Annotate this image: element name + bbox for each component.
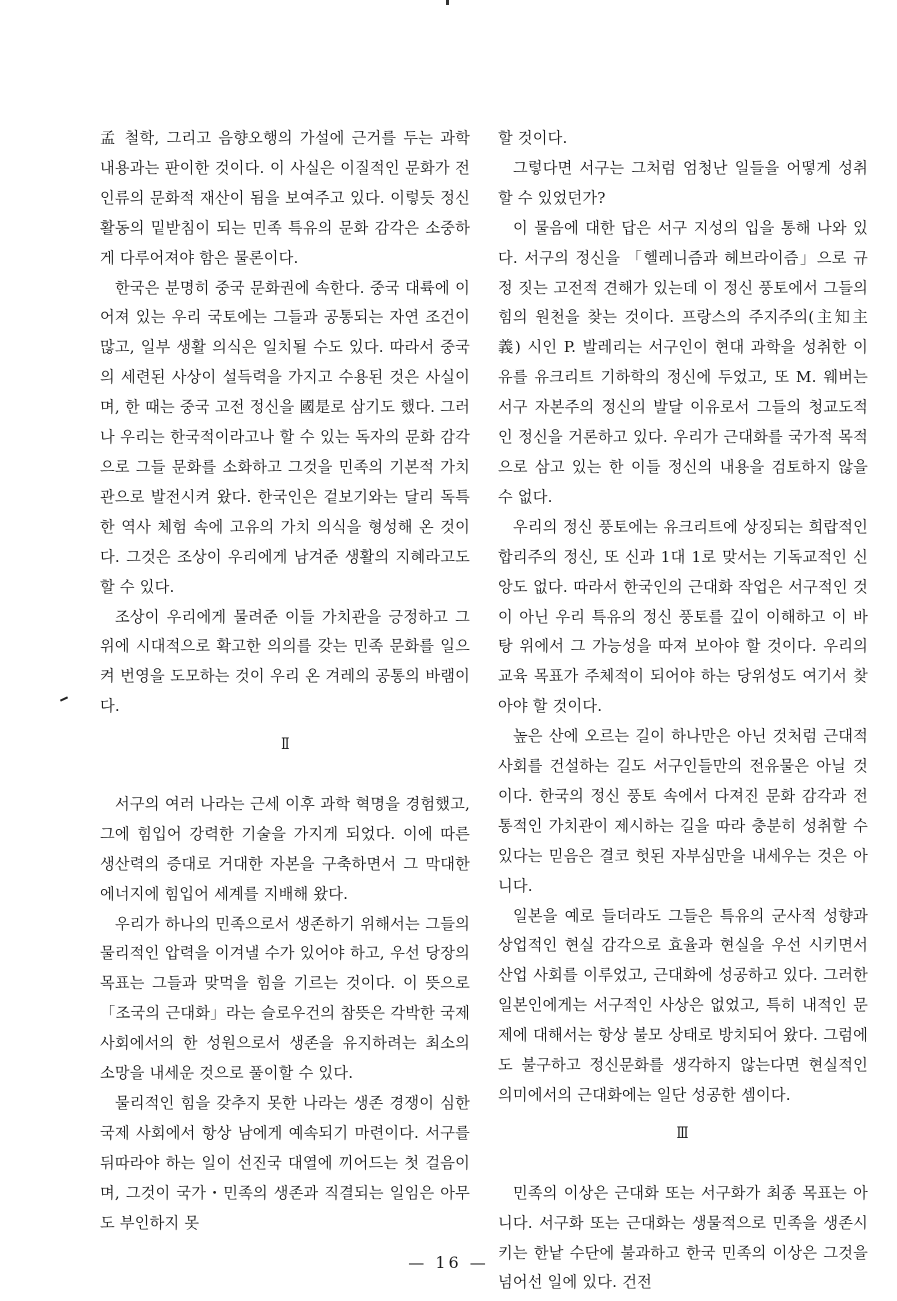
paragraph: 그렇다면 서구는 그처럼 엄청난 일들을 어떻게 성취할 수 있었던가?	[498, 158, 868, 207]
paragraph: 할 것이다.	[498, 129, 568, 147]
section-heading-2	[100, 722, 470, 790]
section-numeral: Ⅱ	[280, 735, 290, 754]
paragraph: 일본을 예로 들더라도 그들은 특유의 군사적 성향과 상업적인 현실 감각으로 효율과 현실을 우선 시키면서 산업 사회를 이루었고, 근대화에 성공하고 있다. 그러한 일본인에게는 서구적인 사상은 없었고, 특히 내적인 문제에 대해서는 항상 불모 상태로 방치되어 왔다. 그럼에도 불구하고 정신문화를 생각하지 않는다면 현실적인 의미에서의 근대화에는 일단 성공한 셈이다.	[498, 906, 868, 1104]
paragraph: 물리적인 힘을 갖추지 못한 나라는 생존 경쟁이 심한 국제 사회에서 항상 남에게 예속되기 마련이다. 서구를 뒤따라야 하는 일이 선진국 대열에 끼어드는 첫 걸음이며, 그것이 국가・민족의 생존과 직결되는 일임은 아무도 부인하지 못	[100, 1093, 470, 1232]
left-column	[100, 124, 470, 1239]
section-heading-3	[498, 1111, 868, 1179]
paragraph: 민족의 이상은 근대화 또는 서구화가 최종 목표는 아니다. 서구화 또는 근대화는 생물적으로 민족을 생존시키는 한낱 수단에 불과하고 한국 민족의 이상은 그것을 넘어선 일에 있다. 건전	[498, 1183, 868, 1292]
section-numeral: Ⅲ	[676, 1123, 690, 1142]
paragraph: 孟 철학, 그리고 음향오행의 가설에 근거를 두는 과학 내용과는 판이한 것이다. 이 사실은 이질적인 문화가 전 인류의 문화적 재산이 됨을 보여주고 있다. 이렇듯 정신 활동의 밑받침이 되는 민족 특유의 문화 감각은 소중하게 다루어져야 함은 물론이다.	[100, 129, 470, 267]
top-crop-mark	[446, 0, 449, 5]
paragraph: 높은 산에 오르는 길이 하나만은 아닌 것처럼 근대적 사회를 건설하는 길도 서구인들만의 전유물은 아닐 것이다. 한국의 정신 풍토 속에서 다져진 문화 감각과 전통적인 가치관이 제시하는 길을 따라 충분히 성취할 수 있다는 믿음은 결코 헛된 자부심만을 내세우는 것은 아니다.	[498, 727, 868, 895]
margin-pencil-mark	[60, 696, 68, 701]
paragraph: 우리가 하나의 민족으로서 생존하기 위해서는 그들의 물리적인 압력을 이겨낼 수가 있어야 하고, 우선 당장의 목표는 그들과 맞먹을 힘을 기르는 것이다. 이 뜻으로 「조국의 근대화」라는 슬로우건의 참뜻은 각박한 국제 사회에서의 한 성원으로서 생존을 유지하려는 최소의 소망을 내세운 것으로 풀이할 수 있다.	[100, 914, 470, 1083]
page-number: — 16 —	[408, 1253, 489, 1272]
right-column	[498, 124, 868, 1298]
paragraph: 조상이 우리에게 물려준 이들 가치관을 긍정하고 그 위에 시대적으로 확고한 의의를 갖는 민족 문화를 일으켜 번영을 도모하는 것이 우리 온 겨레의 공통의 바램이다.	[100, 607, 470, 716]
paragraph: 한국은 분명히 중국 문화권에 속한다. 중국 대륙에 이어져 있는 우리 국토에는 그들과 공통되는 자연 조건이 많고, 일부 생활 의식은 일치될 수도 있다. 따라서 중국의 세련된 사상이 설득력을 가지고 수용된 것은 사실이며, 한 때는 중국 고전 정신을 國是로 삼기도 했다. 그러나 우리는 한국적이라고나 할 수 있는 독자의 문화 감각으로 그들 문화를 소화하고 그것을 민족의 기본적 가치관으로 발전시켜 왔다. 한국인은 겉보기와는 달리 독특한 역사 체험 속에 고유의 가치 의식을 형성해 온 것이다. 그것은 조상이 우리에게 남겨준 생활의 지혜라고도 할 수 있다.	[100, 278, 470, 596]
paragraph: 우리의 정신 풍토에는 유크리트에 상징되는 희랍적인 합리주의 정신, 또 신과 1대 1로 맞서는 기독교적인 신앙도 없다. 따라서 한국인의 근대화 작업은 서구적인 것이 아닌 우리 특유의 정신 풍토를 깊이 이해하고 이 바탕 위에서 그 가능성을 따져 보아야 할 것이다. 우리의 교육 목표가 주체적이 되어야 하는 당위성도 여기서 찾아야 할 것이다.	[498, 517, 868, 716]
paragraph: 서구의 여러 나라는 근세 이후 과학 혁명을 경험했고, 그에 힘입어 강력한 기술을 가지게 되었다. 이에 따른 생산력의 증대로 거대한 자본을 구축하면서 그 막대한 에너지에 힘입어 세계를 지배해 왔다.	[100, 794, 470, 903]
paragraph: 이 물음에 대한 답은 서구 지성의 입을 통해 나와 있다. 서구의 정신을 「헬레니즘과 헤브라이즘」으로 규정 짓는 고전적 견해가 있는데 이 정신 풍토에서 그들의 힘의 원천을 찾는 것이다. 프랑스의 주지주의(主知主義) 시인 P. 발레리는 서구인이 현대 과학을 성취한 이유를 유크리트 기하학의 정신에 두었고, 또 M. 웨버는 서구 자본주의 정신의 발달 이유로서 그들의 청교도적인 정신을 거론하고 있다. 우리가 근대화를 국가적 목적으로 삼고 있는 한 이들 정신의 내용을 검토하지 않을 수 없다.	[498, 218, 868, 506]
